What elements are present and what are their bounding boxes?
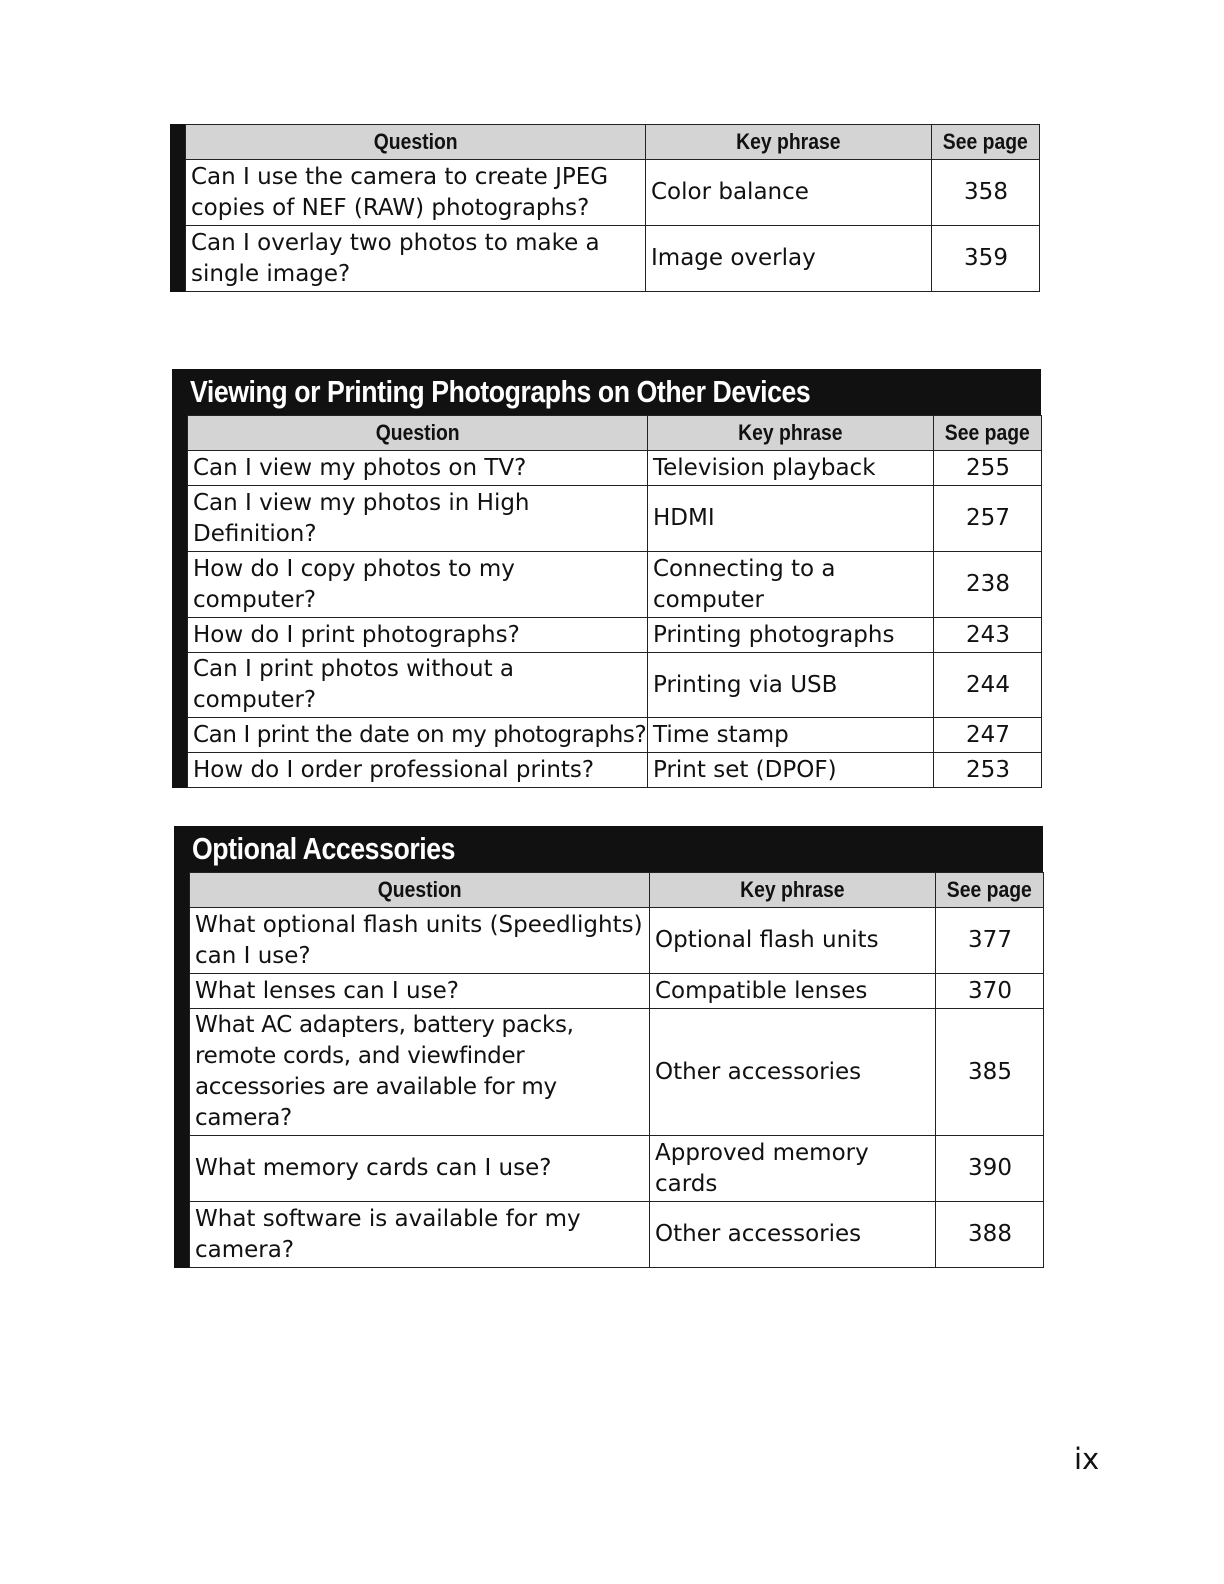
key-phrase-cell: Other accessories	[650, 1202, 936, 1268]
table-row	[188, 552, 1042, 618]
accessories-table-wrap	[174, 872, 1043, 1268]
page-cell: 390	[936, 1136, 1044, 1202]
key-phrase-cell: Other accessories	[650, 1009, 936, 1136]
top-table-block	[170, 124, 1039, 292]
question-cell: What memory cards can I use?	[190, 1136, 650, 1202]
key-phrase-cell: Print set (DPOF)	[648, 753, 934, 788]
key-phrase-cell: Image overlay	[646, 226, 932, 292]
key-phrase-cell: HDMI	[648, 486, 934, 552]
question-cell: How do I print photographs?	[188, 618, 648, 653]
question-cell: What software is available for my camera?	[190, 1202, 650, 1268]
question-header: Question	[188, 416, 648, 451]
question-cell: Can I use the camera to create JPEG copies of NEF (RAW) photographs?	[186, 160, 646, 226]
table-row	[188, 451, 1042, 486]
page-cell: 243	[934, 618, 1042, 653]
table-row	[188, 753, 1042, 788]
table-row	[190, 1136, 1044, 1202]
table-row	[190, 908, 1044, 974]
key-phrase-header: Key phrase	[646, 125, 932, 160]
page-cell: 358	[932, 160, 1040, 226]
page-cell: 244	[934, 653, 1042, 718]
question-cell: Can I view my photos in High Definition?	[188, 486, 648, 552]
table-row	[188, 618, 1042, 653]
accessories-section	[174, 826, 1043, 1268]
table-row	[190, 1009, 1044, 1136]
page-cell: 359	[932, 226, 1040, 292]
table-header-row	[186, 125, 1040, 160]
key-phrase-cell: Television playback	[648, 451, 934, 486]
page-cell: 247	[934, 718, 1042, 753]
key-phrase-cell: Compatible lenses	[650, 974, 936, 1009]
question-header: Question	[186, 125, 646, 160]
viewing-table	[187, 415, 1042, 788]
key-phrase-header: Key phrase	[648, 416, 934, 451]
key-phrase-cell: Printing photographs	[648, 618, 934, 653]
question-cell: Can I print photos without a computer?	[188, 653, 648, 718]
top-table	[185, 124, 1040, 292]
page-cell: 257	[934, 486, 1042, 552]
table-row	[186, 160, 1040, 226]
table-row	[190, 1202, 1044, 1268]
key-phrase-header: Key phrase	[650, 873, 936, 908]
table-row	[188, 653, 1042, 718]
key-phrase-cell: Connecting to a computer	[648, 552, 934, 618]
page-cell: 370	[936, 974, 1044, 1009]
page-cell: 255	[934, 451, 1042, 486]
page-cell: 238	[934, 552, 1042, 618]
key-phrase-cell: Printing via USB	[648, 653, 934, 718]
key-phrase-cell: Optional flash units	[650, 908, 936, 974]
question-cell: Can I print the date on my photographs?	[188, 718, 648, 753]
key-phrase-cell: Approved memory cards	[650, 1136, 936, 1202]
see-page-header: See page	[936, 873, 1044, 908]
see-page-header: See page	[932, 125, 1040, 160]
viewing-table-wrap	[172, 415, 1041, 788]
table-row	[188, 718, 1042, 753]
page-number: ix	[1074, 1442, 1100, 1476]
see-page-header: See page	[934, 416, 1042, 451]
question-cell: What optional flash units (Speedlights) can I use?	[190, 908, 650, 974]
question-cell: Can I overlay two photos to make a single image?	[186, 226, 646, 292]
viewing-section	[172, 369, 1041, 788]
top-table-wrap	[170, 124, 1039, 292]
page-cell: 385	[936, 1009, 1044, 1136]
question-cell: What lenses can I use?	[190, 974, 650, 1009]
accessories-table	[189, 872, 1044, 1268]
question-cell: How do I copy photos to my computer?	[188, 552, 648, 618]
section-title: Optional Accessories	[174, 826, 1043, 872]
page-cell: 253	[934, 753, 1042, 788]
page-cell: 377	[936, 908, 1044, 974]
key-phrase-cell: Time stamp	[648, 718, 934, 753]
question-cell: How do I order professional prints?	[188, 753, 648, 788]
question-cell: What AC adapters, battery packs, remote cords, and viewfinder accessories are available for my camera?	[190, 1009, 650, 1136]
key-phrase-cell: Color balance	[646, 160, 932, 226]
table-row	[190, 974, 1044, 1009]
question-cell: Can I view my photos on TV?	[188, 451, 648, 486]
table-header-row	[190, 873, 1044, 908]
section-title: Viewing or Printing Photographs on Other Devices	[172, 369, 1041, 415]
table-header-row	[188, 416, 1042, 451]
table-row	[186, 226, 1040, 292]
table-row	[188, 486, 1042, 552]
page-cell: 388	[936, 1202, 1044, 1268]
question-header: Question	[190, 873, 650, 908]
